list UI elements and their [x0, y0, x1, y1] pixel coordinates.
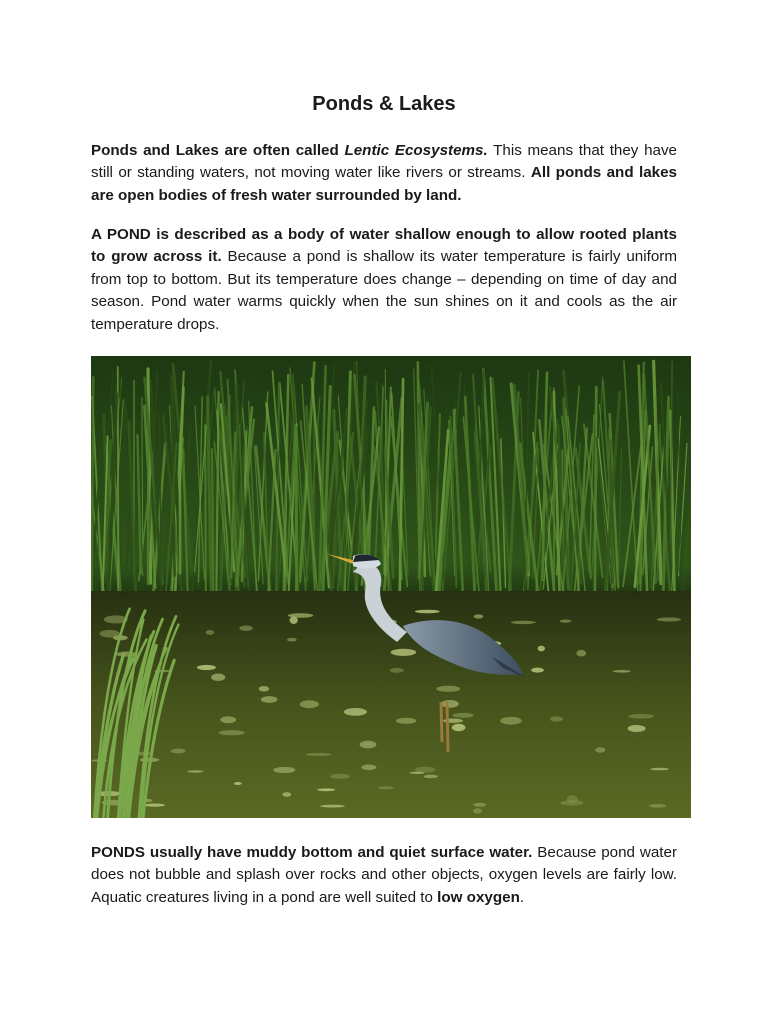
pond-oxygen-text: Because pond water does not bubble and splash over rocks and other objects, oxygen levels are fairly low. Aquatic creatures living in a pond are well suited to — [91, 844, 677, 906]
pond-definition-bold: A POND is described as a body of water shallow enough to allow rooted plants to grow across it. — [91, 226, 677, 266]
pond-bottom-bold: PONDS usually have muddy bottom and quiet surface water. — [91, 844, 533, 861]
pond-definition-paragraph — [91, 224, 677, 336]
period: . — [519, 888, 525, 906]
intro-bold-definition: All ponds and lakes are open bodies of fresh water surrounded by land. — [91, 164, 677, 204]
intro-paragraph — [91, 140, 677, 207]
pond-temperature-text: Because a pond is shallow its water temperature is fairly uniform from top to bottom. But its temperature does change – depending on time of day and season. Pond water warms quickly when the sun shines on it and cools as the air temperature drops. — [91, 248, 677, 333]
lentic-term: Lentic Ecosystems. — [344, 142, 488, 159]
intro-text: This means that they have still or standing waters, not moving water like rivers or streams. — [91, 142, 678, 182]
low-oxygen-term: low oxygen — [437, 888, 520, 906]
pond-oxygen-paragraph — [91, 842, 677, 909]
intro-bold-lead: Ponds and Lakes are often called — [91, 142, 345, 159]
heron-in-pond-photo — [91, 356, 691, 818]
page-title: Ponds & Lakes — [312, 93, 456, 115]
